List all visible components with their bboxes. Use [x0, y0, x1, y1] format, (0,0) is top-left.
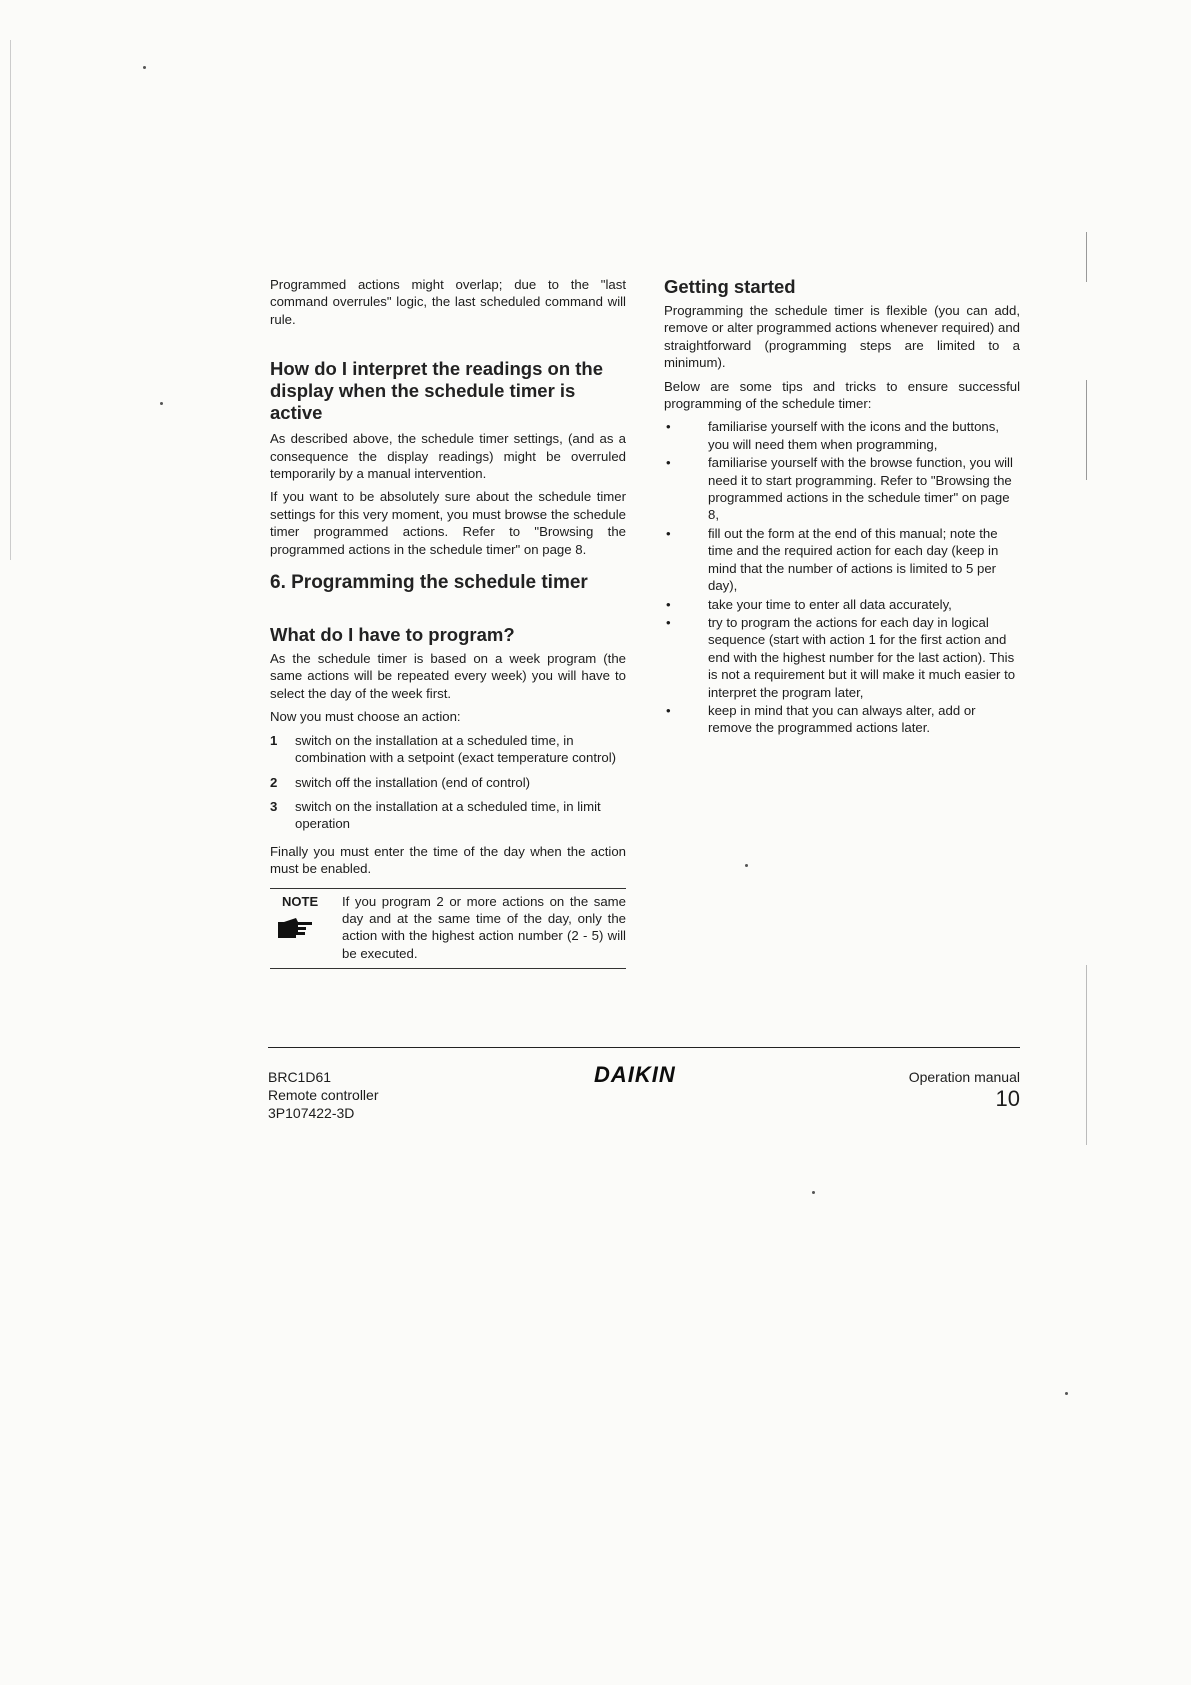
tip-item: • fill out the form at the end of this manual; note the time and the required action for each day (keep in mind that the number of actions is limited to 5 per day),: [666, 525, 999, 594]
tip-item: • keep in mind that you can always alter, add or remove the programmed actions later.: [666, 702, 976, 736]
scan-speck: [143, 66, 146, 69]
footer-rule: [268, 1047, 1020, 1048]
scan-edge-line: [10, 40, 11, 560]
pointing-hand-icon: [276, 914, 342, 946]
interpret-heading: How do I interpret the readings on the display when the schedule timer is active: [270, 358, 604, 424]
note-text: If you program 2 or more actions on the same day and at the same time of the day, only the action with the highest action number (2 - 5) will be executed.: [342, 893, 626, 961]
brand-logo: DAIKIN: [594, 1062, 676, 1087]
footer-page-info: [909, 1068, 1020, 1112]
scan-speck: [1065, 1392, 1068, 1395]
finally-paragraph: Finally you must enter the time of the day when the action must be enabled.: [270, 843, 626, 877]
getting-started-heading: Getting started: [664, 276, 796, 297]
bullet-icon: •: [666, 614, 671, 630]
action-list: [270, 732, 626, 833]
right-column: [664, 276, 1020, 738]
document-code: 3P107422-3D: [268, 1105, 355, 1121]
scan-edge-line: [1086, 232, 1087, 282]
bullet-icon: •: [666, 525, 671, 541]
tip-item: • try to program the actions for each day in logical sequence (start with action 1 for the first action and end with the highest number for the last action). This is not a requirement but it will make it much easier to interpret the program later,: [666, 614, 1016, 700]
action-number: 1: [270, 732, 278, 748]
left-column: [270, 276, 626, 969]
bullet-icon: •: [666, 702, 671, 718]
section-heading: 6. Programming the schedule timer: [270, 572, 588, 594]
page-number: 10: [995, 1086, 1020, 1111]
tip-item: • familiarise yourself with the icons and the buttons, you will need them when programming,: [666, 419, 1000, 452]
model-number: BRC1D61: [268, 1069, 332, 1085]
tips-list: [664, 418, 1020, 736]
manual-type: Operation manual: [908, 1069, 1020, 1085]
action-number: 3: [270, 798, 278, 814]
bullet-icon: •: [666, 419, 671, 435]
scan-speck: [812, 1191, 815, 1194]
action-text: switch on the installation at a scheduled time, in combination with a setpoint (exact temperature control): [295, 732, 617, 766]
tip-item: • familiarise yourself with the browse function, you will need it to start programming. Refer to "Browsing the programmed actions in the schedule timer" on page 8,: [666, 455, 1013, 523]
action-number: 2: [270, 774, 278, 790]
action-item: [270, 732, 626, 767]
note-box: [270, 888, 626, 970]
what-paragraph-2: Now you must choose an action:: [270, 709, 461, 725]
footer-product-info: [268, 1068, 379, 1122]
action-text: switch on the installation at a scheduled time, in limit operation: [295, 798, 601, 832]
getting-started-paragraph-2: Below are some tips and tricks to ensure successful programming of the schedule timer:: [664, 378, 1020, 412]
scan-speck: [745, 864, 748, 867]
tip-item: • take your time to enter all data accurately,: [666, 596, 952, 612]
what-heading: What do I have to program?: [270, 624, 515, 646]
overlap-paragraph: Programmed actions might overlap; due to the "last command overrules" logic, the last scheduled command will rule.: [270, 277, 626, 327]
action-item: [270, 798, 626, 833]
scan-edge-line: [1086, 965, 1087, 1145]
action-text: switch off the installation (end of control): [295, 774, 531, 790]
interpret-paragraph-2: If you want to be absolutely sure about the schedule timer settings for this very moment, you must browse the schedule timer programmed actions. Refer to "Browsing the programmed actions in the schedule timer" on page 8.: [270, 489, 626, 557]
getting-started-paragraph-1: Programming the schedule timer is flexible (you can add, remove or alter programmed actions whenever required) and straightforward (programming steps are limited to a minimum).: [664, 303, 1020, 371]
scan-edge-line: [1086, 380, 1087, 480]
bullet-icon: •: [666, 596, 671, 612]
note-label: NOTE: [282, 893, 319, 909]
bullet-icon: •: [666, 455, 671, 471]
action-item: [270, 774, 626, 791]
product-name: Remote controller: [268, 1087, 379, 1103]
what-paragraph-1: As the schedule timer is based on a week program (the same actions will be repeated every week) you will have to select the day of the week first.: [270, 651, 626, 701]
scan-speck: [160, 402, 163, 405]
interpret-paragraph-1: As described above, the schedule timer settings, (and as a consequence the display readings) might be overruled temporarily by a manual intervention.: [270, 431, 626, 482]
